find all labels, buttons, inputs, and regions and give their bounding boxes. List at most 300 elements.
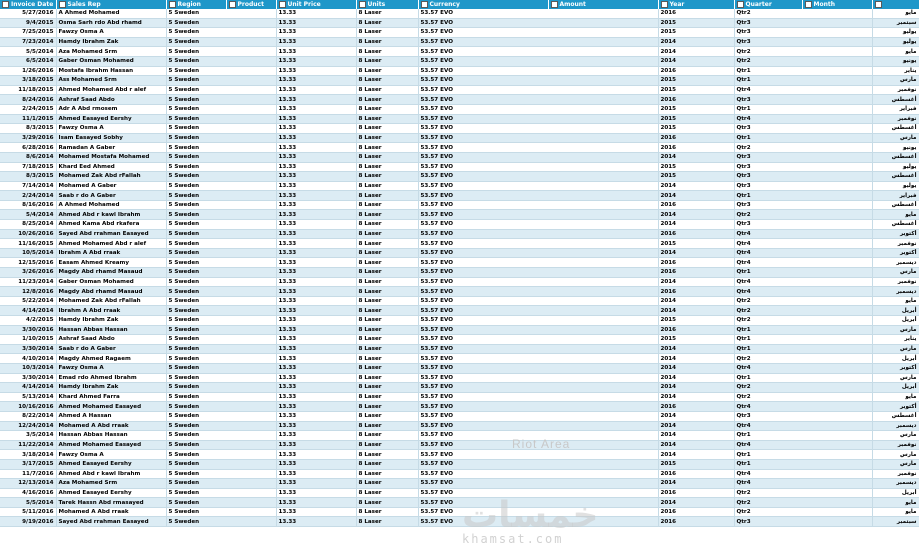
table-cell[interactable]: أبريل [872,354,919,364]
table-cell[interactable]: 53.57 EVO [418,210,658,220]
table-cell[interactable]: Qtr2 [734,488,872,498]
table-cell[interactable]: 3/17/2015 [0,459,56,469]
table-cell[interactable]: 8 Laser [356,124,418,134]
table-cell[interactable]: 7/25/2015 [0,28,56,38]
table-cell[interactable]: 4/14/2014 [0,306,56,316]
table-cell[interactable]: 8 Laser [356,287,418,297]
table-row[interactable] [0,363,919,373]
table-cell[interactable]: Ahmed Kama Abd rkafera [56,220,166,230]
table-cell[interactable]: 8 Laser [356,296,418,306]
table-cell[interactable]: 5 Sweden [166,440,276,450]
table-row[interactable] [0,411,919,421]
table-cell[interactable]: Qtr3 [734,28,872,38]
table-row[interactable] [0,239,919,249]
table-cell[interactable]: 13.33 [276,268,356,278]
table-cell[interactable]: 53.57 EVO [418,296,658,306]
table-cell[interactable]: Ass Mohamed Srm [56,76,166,86]
filter-dropdown-icon[interactable] [169,1,176,8]
filter-dropdown-icon[interactable] [359,1,366,8]
table-cell[interactable]: Ahmed Abd r kawl Ibrahm [56,469,166,479]
table-cell[interactable]: Ashraf Saad Abdo [56,95,166,105]
table-cell[interactable]: 13.33 [276,143,356,153]
table-cell[interactable]: 5 Sweden [166,56,276,66]
table-cell[interactable]: أغسطس [872,152,919,162]
table-cell[interactable]: 53.57 EVO [418,373,658,383]
table-cell[interactable]: Mohamed A Abd rraak [56,507,166,517]
table-cell[interactable]: Qtr2 [734,507,872,517]
table-cell[interactable]: Magdy Abd rhamd Masaud [56,268,166,278]
table-cell[interactable]: 5 Sweden [166,402,276,412]
table-cell[interactable]: 8 Laser [356,66,418,76]
table-cell[interactable]: 4/16/2016 [0,488,56,498]
filter-dropdown-icon[interactable] [229,1,236,8]
table-cell[interactable]: 2014 [658,440,734,450]
table-row[interactable] [0,383,919,393]
table-cell[interactable]: 2014 [658,363,734,373]
table-cell[interactable]: 8 Laser [356,239,418,249]
table-cell[interactable]: Qtr4 [734,248,872,258]
table-cell[interactable]: نوفمبر [872,85,919,95]
table-cell[interactable]: 5 Sweden [166,200,276,210]
table-row[interactable] [0,402,919,412]
table-cell[interactable]: Qtr4 [734,277,872,287]
table-cell[interactable]: Qtr1 [734,344,872,354]
table-cell[interactable]: 5 Sweden [166,306,276,316]
table-cell[interactable]: 13.33 [276,344,356,354]
table-cell[interactable]: أكتوبر [872,229,919,239]
table-cell[interactable]: 2014 [658,220,734,230]
table-cell[interactable]: 2015 [658,316,734,326]
table-cell[interactable]: 5 Sweden [166,28,276,38]
table-row[interactable] [0,162,919,172]
table-cell[interactable]: Qtr2 [734,296,872,306]
table-row[interactable] [0,450,919,460]
table-cell[interactable]: 53.57 EVO [418,383,658,393]
table-cell[interactable]: 53.57 EVO [418,9,658,18]
table-cell[interactable]: 53.57 EVO [418,37,658,47]
table-cell[interactable]: 13.33 [276,133,356,143]
table-cell[interactable]: 8 Laser [356,335,418,345]
table-cell[interactable]: Qtr3 [734,37,872,47]
table-cell[interactable]: 5 Sweden [166,229,276,239]
table-cell[interactable]: 8/22/2014 [0,411,56,421]
table-cell[interactable]: 53.57 EVO [418,133,658,143]
table-cell[interactable]: A Ahmed Mohamed [56,9,166,18]
table-cell[interactable]: Qtr1 [734,191,872,201]
table-row[interactable] [0,248,919,258]
table-row[interactable] [0,210,919,220]
table-cell[interactable]: Qtr3 [734,152,872,162]
table-row[interactable] [0,9,919,18]
table-cell[interactable]: Qtr3 [734,124,872,134]
table-cell[interactable]: 2014 [658,392,734,402]
table-cell[interactable]: 13.33 [276,296,356,306]
table-cell[interactable]: 5 Sweden [166,469,276,479]
table-cell[interactable]: 53.57 EVO [418,200,658,210]
table-cell[interactable]: 2014 [658,354,734,364]
table-cell[interactable]: 53.57 EVO [418,325,658,335]
table-cell[interactable]: Qtr1 [734,325,872,335]
table-cell[interactable]: 2016 [658,325,734,335]
table-cell[interactable]: 5 Sweden [166,18,276,28]
table-cell[interactable]: 8 Laser [356,450,418,460]
table-cell[interactable]: 53.57 EVO [418,469,658,479]
table-cell[interactable]: 5/27/2016 [0,9,56,18]
column-header[interactable] [166,0,226,9]
table-cell[interactable]: Emad rdo Ahmed Ibrahm [56,373,166,383]
table-cell[interactable]: 13.33 [276,37,356,47]
table-row[interactable] [0,18,919,28]
table-cell[interactable]: Mohamed Mostafa Mohamed [56,152,166,162]
table-cell[interactable]: Fawzy Osma A [56,450,166,460]
table-cell[interactable]: Aza Mohamed Srm [56,47,166,57]
table-cell[interactable]: Qtr1 [734,104,872,114]
table-cell[interactable]: 5 Sweden [166,258,276,268]
filter-dropdown-icon[interactable] [59,1,66,8]
table-row[interactable] [0,76,919,86]
table-cell[interactable]: 53.57 EVO [418,248,658,258]
table-cell[interactable]: 5 Sweden [166,37,276,47]
table-row[interactable] [0,354,919,364]
table-cell[interactable]: فبراير [872,104,919,114]
table-cell[interactable]: 2016 [658,95,734,105]
table-cell[interactable]: 53.57 EVO [418,220,658,230]
table-cell[interactable]: 5 Sweden [166,459,276,469]
table-cell[interactable]: Mohamed A Abd rraak [56,421,166,431]
table-row[interactable] [0,114,919,124]
table-cell[interactable]: يوليو [872,37,919,47]
table-cell[interactable]: Ramadan A Gaber [56,143,166,153]
table-cell[interactable]: 9/19/2016 [0,517,56,527]
table-cell[interactable]: 13.33 [276,507,356,517]
table-cell[interactable]: 5 Sweden [166,220,276,230]
table-cell[interactable]: 53.57 EVO [418,191,658,201]
table-row[interactable] [0,306,919,316]
table-cell[interactable]: Qtr2 [734,210,872,220]
filter-dropdown-icon[interactable] [551,1,558,8]
table-cell[interactable]: 2016 [658,66,734,76]
table-cell[interactable]: 5 Sweden [166,488,276,498]
table-cell[interactable]: 2015 [658,335,734,345]
table-cell[interactable]: 5/5/2014 [0,498,56,508]
table-cell[interactable]: 4/14/2014 [0,383,56,393]
column-header[interactable] [802,0,872,9]
table-cell[interactable]: 13.33 [276,316,356,326]
table-cell[interactable]: مارس [872,373,919,383]
table-cell[interactable]: 13.33 [276,66,356,76]
table-cell[interactable]: 8/25/2014 [0,220,56,230]
table-cell[interactable]: 13.33 [276,459,356,469]
table-cell[interactable]: 2014 [658,498,734,508]
table-cell[interactable]: 8 Laser [356,373,418,383]
table-cell[interactable]: 5 Sweden [166,421,276,431]
table-cell[interactable]: Hamdy Ibrahm Zak [56,37,166,47]
table-row[interactable] [0,28,919,38]
filter-dropdown-icon[interactable] [805,1,812,8]
table-cell[interactable]: 10/3/2014 [0,363,56,373]
table-cell[interactable]: Qtr4 [734,363,872,373]
table-cell[interactable]: أبريل [872,316,919,326]
table-row[interactable] [0,316,919,326]
table-cell[interactable]: يناير [872,335,919,345]
table-cell[interactable]: Mohamed A Gaber [56,181,166,191]
table-cell[interactable]: 5 Sweden [166,191,276,201]
table-cell[interactable]: مارس [872,450,919,460]
table-cell[interactable]: 13.33 [276,248,356,258]
table-cell[interactable]: 5 Sweden [166,450,276,460]
table-cell[interactable]: 8 Laser [356,325,418,335]
table-cell[interactable]: Qtr4 [734,85,872,95]
table-cell[interactable]: 53.57 EVO [418,354,658,364]
table-cell[interactable]: 13.33 [276,479,356,489]
table-cell[interactable]: 8 Laser [356,28,418,38]
table-cell[interactable]: 11/7/2016 [0,469,56,479]
table-cell[interactable]: 2016 [658,287,734,297]
table-cell[interactable]: 5 Sweden [166,383,276,393]
table-cell[interactable]: 2014 [658,421,734,431]
table-cell[interactable]: 53.57 EVO [418,316,658,326]
table-cell[interactable]: 2016 [658,258,734,268]
table-row[interactable] [0,95,919,105]
table-cell[interactable]: مايو [872,9,919,18]
table-cell[interactable]: 53.57 EVO [418,181,658,191]
table-cell[interactable]: 13.33 [276,431,356,441]
table-cell[interactable]: 5 Sweden [166,239,276,249]
table-cell[interactable]: Qtr4 [734,402,872,412]
table-cell[interactable]: 53.57 EVO [418,287,658,297]
table-cell[interactable]: Khard Ahmed Farra [56,392,166,402]
filter-dropdown-icon[interactable] [737,1,744,8]
table-cell[interactable]: Qtr2 [734,47,872,57]
table-cell[interactable]: Sayed Abd rrahman Easayed [56,517,166,527]
table-cell[interactable]: مارس [872,268,919,278]
table-row[interactable] [0,431,919,441]
table-cell[interactable]: 2015 [658,18,734,28]
table-cell[interactable]: 5/5/2014 [0,47,56,57]
table-cell[interactable]: 2016 [658,507,734,517]
table-cell[interactable]: Qtr2 [734,56,872,66]
table-cell[interactable]: مايو [872,210,919,220]
table-cell[interactable]: 8 Laser [356,344,418,354]
column-header[interactable] [226,0,276,9]
table-cell[interactable]: Qtr4 [734,479,872,489]
table-cell[interactable]: مارس [872,76,919,86]
table-cell[interactable]: 5/22/2014 [0,296,56,306]
table-cell[interactable]: 8 Laser [356,440,418,450]
table-cell[interactable]: Qtr1 [734,459,872,469]
table-cell[interactable]: Mostafa Ibrahm Hassan [56,66,166,76]
table-cell[interactable]: Qtr1 [734,66,872,76]
table-row[interactable] [0,479,919,489]
table-cell[interactable]: سبتمبر [872,18,919,28]
table-cell[interactable]: 53.57 EVO [418,306,658,316]
table-cell[interactable]: 53.57 EVO [418,258,658,268]
table-cell[interactable]: 8 Laser [356,9,418,18]
table-cell[interactable]: يونيو [872,143,919,153]
table-cell[interactable]: 2014 [658,56,734,66]
table-cell[interactable]: 5 Sweden [166,210,276,220]
table-cell[interactable]: 8 Laser [356,143,418,153]
table-cell[interactable]: أغسطس [872,200,919,210]
table-cell[interactable]: 2016 [658,469,734,479]
table-cell[interactable]: Fawzy Osma A [56,28,166,38]
table-cell[interactable]: Qtr1 [734,373,872,383]
table-cell[interactable]: 2014 [658,181,734,191]
table-cell[interactable]: 13.33 [276,76,356,86]
table-cell[interactable]: 2014 [658,152,734,162]
table-cell[interactable]: 8 Laser [356,95,418,105]
table-cell[interactable]: 2014 [658,296,734,306]
table-cell[interactable]: نوفمبر [872,469,919,479]
table-cell[interactable]: 5 Sweden [166,431,276,441]
table-row[interactable] [0,200,919,210]
table-cell[interactable]: 13.33 [276,373,356,383]
table-cell[interactable]: 12/24/2014 [0,421,56,431]
table-cell[interactable]: 11/22/2014 [0,440,56,450]
table-cell[interactable]: 8 Laser [356,431,418,441]
table-row[interactable] [0,517,919,527]
table-cell[interactable]: 53.57 EVO [418,28,658,38]
table-cell[interactable]: Qtr1 [734,76,872,86]
table-cell[interactable]: Sayed Abd rrahman Easayed [56,229,166,239]
table-cell[interactable]: مارس [872,431,919,441]
table-cell[interactable]: أغسطس [872,220,919,230]
table-cell[interactable]: 2016 [658,133,734,143]
filter-dropdown-icon[interactable] [875,1,882,8]
table-cell[interactable]: 53.57 EVO [418,335,658,345]
table-cell[interactable]: أكتوبر [872,363,919,373]
table-cell[interactable]: 5 Sweden [166,344,276,354]
table-cell[interactable]: 13.33 [276,18,356,28]
table-cell[interactable]: Qtr4 [734,239,872,249]
table-cell[interactable]: 8/3/2015 [0,172,56,182]
table-cell[interactable]: 2015 [658,239,734,249]
column-header[interactable] [548,0,658,9]
table-cell[interactable]: Ahmed Mohamed Abd r alef [56,239,166,249]
table-cell[interactable]: Qtr3 [734,172,872,182]
table-cell[interactable]: أغسطس [872,124,919,134]
table-cell[interactable]: 5 Sweden [166,354,276,364]
table-cell[interactable]: 8 Laser [356,18,418,28]
table-cell[interactable]: 5 Sweden [166,268,276,278]
table-cell[interactable]: 13.33 [276,469,356,479]
table-cell[interactable]: 5 Sweden [166,411,276,421]
table-cell[interactable]: 53.57 EVO [418,411,658,421]
table-cell[interactable]: 53.57 EVO [418,450,658,460]
table-cell[interactable]: Mohamed Zak Abd rFallah [56,172,166,182]
table-cell[interactable]: 53.57 EVO [418,18,658,28]
table-cell[interactable]: 13.33 [276,152,356,162]
table-cell[interactable]: 8 Laser [356,392,418,402]
table-cell[interactable]: Isam Easayed Sobhy [56,133,166,143]
table-cell[interactable]: 5 Sweden [166,373,276,383]
table-cell[interactable]: 13.33 [276,498,356,508]
table-row[interactable] [0,373,919,383]
table-cell[interactable]: 8 Laser [356,354,418,364]
table-cell[interactable]: 8 Laser [356,316,418,326]
table-cell[interactable]: 53.57 EVO [418,392,658,402]
table-cell[interactable]: Ahmed Mohamed Easayed [56,440,166,450]
column-header[interactable] [418,0,548,9]
table-cell[interactable]: 5/4/2014 [0,210,56,220]
table-cell[interactable]: 53.57 EVO [418,277,658,287]
table-cell[interactable]: 8 Laser [356,402,418,412]
table-cell[interactable]: 8 Laser [356,383,418,393]
table-cell[interactable]: Qtr2 [734,316,872,326]
table-row[interactable] [0,488,919,498]
table-cell[interactable]: 53.57 EVO [418,152,658,162]
table-row[interactable] [0,56,919,66]
table-cell[interactable]: 5 Sweden [166,172,276,182]
table-row[interactable] [0,459,919,469]
table-cell[interactable]: 2014 [658,431,734,441]
table-cell[interactable]: 13.33 [276,488,356,498]
table-cell[interactable]: Qtr4 [734,229,872,239]
table-row[interactable] [0,133,919,143]
table-cell[interactable]: 2014 [658,191,734,201]
table-cell[interactable]: Easam Ahmed Kreamy [56,258,166,268]
table-cell[interactable]: 8/16/2016 [0,200,56,210]
table-cell[interactable]: 5 Sweden [166,104,276,114]
table-cell[interactable]: مارس [872,133,919,143]
table-cell[interactable]: 8 Laser [356,85,418,95]
table-cell[interactable]: 13.33 [276,9,356,18]
table-cell[interactable]: 11/1/2015 [0,114,56,124]
table-cell[interactable]: أغسطس [872,172,919,182]
table-cell[interactable]: مايو [872,507,919,517]
table-cell[interactable]: 2014 [658,450,734,460]
table-cell[interactable]: نوفمبر [872,440,919,450]
table-cell[interactable]: 7/18/2015 [0,162,56,172]
table-cell[interactable]: Qtr4 [734,114,872,124]
table-cell[interactable]: سبتمبر [872,517,919,527]
table-cell[interactable]: 5 Sweden [166,85,276,95]
table-row[interactable] [0,440,919,450]
table-cell[interactable]: 9/4/2015 [0,18,56,28]
table-cell[interactable]: 13.33 [276,392,356,402]
table-cell[interactable]: 8 Laser [356,181,418,191]
table-cell[interactable]: Qtr3 [734,411,872,421]
table-row[interactable] [0,344,919,354]
table-cell[interactable]: Adr A Abd rmosem [56,104,166,114]
table-cell[interactable]: 8 Laser [356,76,418,86]
table-cell[interactable]: 5 Sweden [166,316,276,326]
table-cell[interactable]: Qtr1 [734,431,872,441]
table-cell[interactable]: 53.57 EVO [418,172,658,182]
table-cell[interactable]: 1/10/2015 [0,335,56,345]
table-cell[interactable]: 53.57 EVO [418,479,658,489]
column-header[interactable] [734,0,802,9]
filter-dropdown-icon[interactable] [661,1,668,8]
table-cell[interactable]: 5 Sweden [166,47,276,57]
table-cell[interactable]: 3/30/2016 [0,325,56,335]
table-cell[interactable]: 2016 [658,200,734,210]
table-cell[interactable]: 8 Laser [356,268,418,278]
table-cell[interactable]: Qtr3 [734,162,872,172]
table-cell[interactable]: 53.57 EVO [418,124,658,134]
table-cell[interactable]: 8 Laser [356,498,418,508]
table-cell[interactable]: أبريل [872,306,919,316]
table-cell[interactable]: 53.57 EVO [418,268,658,278]
table-cell[interactable]: 10/26/2016 [0,229,56,239]
table-cell[interactable]: مارس [872,344,919,354]
table-cell[interactable]: 5 Sweden [166,296,276,306]
table-cell[interactable]: 6/5/2014 [0,56,56,66]
table-cell[interactable]: 13.33 [276,162,356,172]
table-cell[interactable]: 8 Laser [356,507,418,517]
table-cell[interactable]: 53.57 EVO [418,143,658,153]
table-cell[interactable]: 2015 [658,85,734,95]
